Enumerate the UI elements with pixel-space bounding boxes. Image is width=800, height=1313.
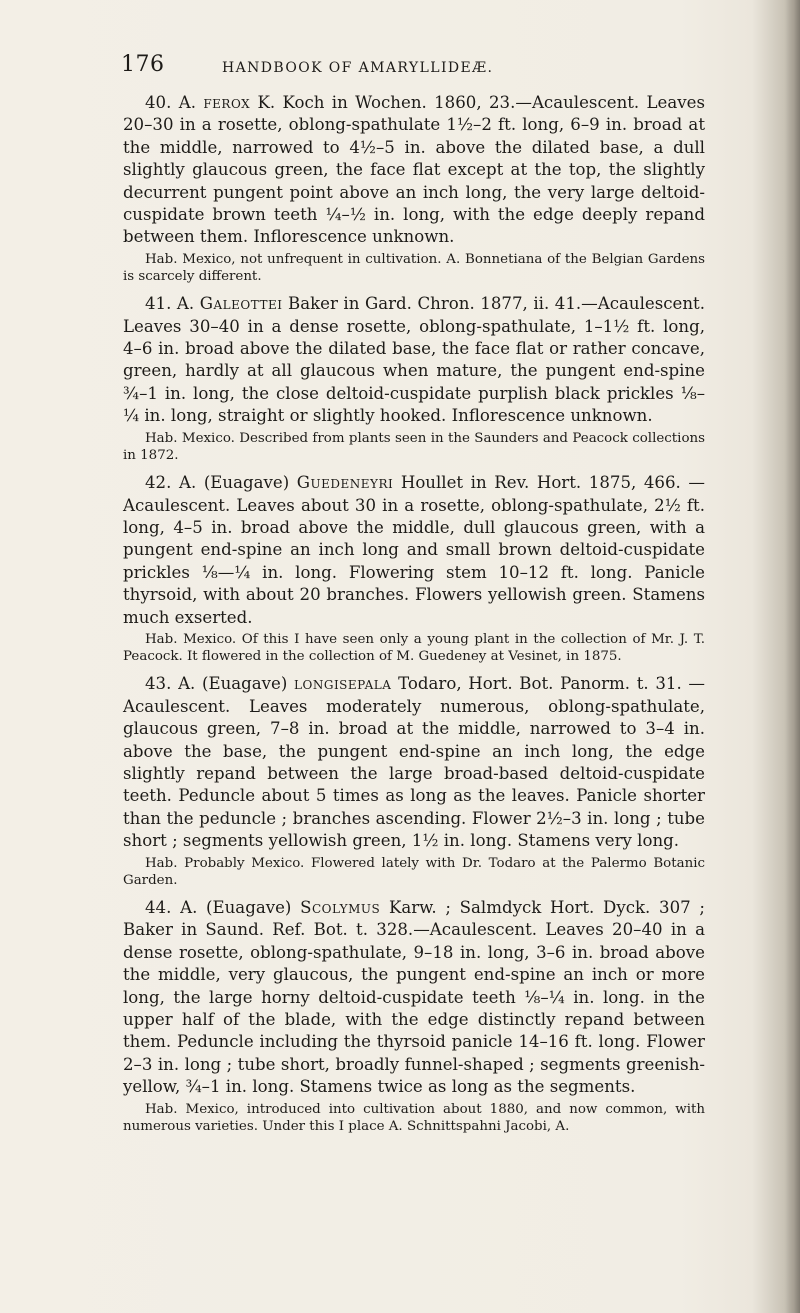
entry-description: Karw. ; Salmdyck Hort. Dyck. 307 ; Baker in Saund. Ref. Bot. t. 328.—Acaulescent. Leaves 20–40 in a dense rosette, oblong-spathulate, 9–18 in. long, 3–6 in. broad above the middle, very glaucous, the pungent end-spine an inch or more long, the large horny deltoid-cuspidate teeth ⅛–¼ in. long. in the upper half of the blade, with the edge distinctly repand between them. Peduncle including the thyrsoid panicle 14–16 ft. long. Flower 2–3 in. long ; tube short, broadly funnel-shaped ; segments greenish-yellow, ¾–1 in. long. Stamens twice as long as the segments.	[123, 898, 705, 1097]
habitat-note: Hab. Mexico. Described from plants seen in the Saunders and Peacock collections in 1872.	[123, 430, 705, 463]
species-name: longisepala	[294, 674, 392, 694]
species-entry-44	[123, 897, 705, 1099]
running-head: HANDBOOK OF AMARYLLIDEÆ.	[222, 60, 494, 76]
page-number: 176	[121, 52, 165, 77]
entry-number: 40. A.	[145, 93, 196, 112]
species-name: Galeottei	[199, 294, 283, 314]
entry-number: 42. A. (Euagave)	[145, 473, 290, 493]
species-entry-41	[123, 293, 705, 427]
species-name: Scolymus	[300, 898, 381, 917]
habitat-note: Hab. Probably Mexico. Flowered lately with Dr. Todaro at the Palermo Botanic Garden.	[123, 855, 705, 888]
text-column	[123, 92, 705, 1143]
habitat-note: Hab. Mexico. Of this I have seen only a young plant in the collection of Mr. J. T. Peacock. It flowered in the collection of M. Guedeney at Vesinet, in 1875.	[123, 631, 705, 665]
habitat-note: Hab. Mexico, introduced into cultivation about 1880, and now common, with numerous varieties. Under this I place A. Schnittspahni Jacobi, A.	[123, 1101, 705, 1134]
species-entry-40	[123, 92, 705, 249]
habitat-note: Hab. Mexico, not unfrequent in cultivation. A. Bonnetiana of the Belgian Gardens is scarcely different.	[123, 251, 705, 285]
entry-number: 43. A. (Euagave)	[145, 674, 288, 694]
species-name: ferox	[203, 93, 251, 112]
entry-description: Houllet in Rev. Hort. 1875, 466. —Acaulescent. Leaves about 30 in a rosette, oblong-spathulate, 2½ ft. long, 4–5 in. broad above the middle, dull glaucous green, with a pungent end-spine an inch long and small brown deltoid-cuspidate prickles ⅛—¼ in. long. Flowering stem 10–12 ft. long. Panicle thyrsoid, with about 20 branches. Flowers yellowish green. Stamens much exserted.	[123, 473, 705, 627]
species-entry-42	[123, 472, 705, 629]
entry-description: K. Koch in Wochen. 1860, 23.—Acaulescent. Leaves 20–30 in a rosette, oblong-spathulate 1½–2 ft. long, 6–9 in. broad at the middle, narrowed to 4½–5 in. above the dilated base, a dull slightly glaucous green, the face flat except at the top, the slightly decurrent pungent point above an inch long, the very large deltoid-cuspidate brown teeth ¼–½ in. long, with the edge deeply repand between them. Inflorescence unknown.	[123, 93, 705, 247]
entry-number: 44. A. (Euagave)	[145, 898, 292, 917]
species-entry-43	[123, 673, 705, 852]
page-edge-shadow	[786, 0, 800, 1313]
entry-description: Todaro, Hort. Bot. Panorm. t. 31. —Acaulescent. Leaves moderately numerous, oblong-spathulate, glaucous green, 7–8 in. broad at the middle, narrowed to 3–4 in. above the base, the pungent end-spine an inch long, the edge slightly repand between the large broad-based deltoid-cuspidate teeth. Peduncle about 5 times as long as the leaves. Panicle shorter than the peduncle ; branches ascending. Flower 2½–3 in. long ; tube short ; segments yellowish green, 1½ in. long. Stamens very long.	[123, 674, 705, 851]
entry-number: 41. A.	[145, 294, 195, 314]
entry-description: Baker in Gard. Chron. 1877, ii. 41.—Acaulescent. Leaves 30–40 in a dense rosette, oblong-spathulate, 1–1½ ft. long, 4–6 in. broad above the dilated base, the face flat or rather concave, green, hardly at all glaucous when mature, the pungent end-spine ¾–1 in. long, the close deltoid-cuspidate purplish black prickles ⅛–¼ in. long, straight or slightly hooked. Inflorescence unknown.	[123, 294, 705, 426]
species-name: Guedeneyri	[296, 473, 394, 493]
